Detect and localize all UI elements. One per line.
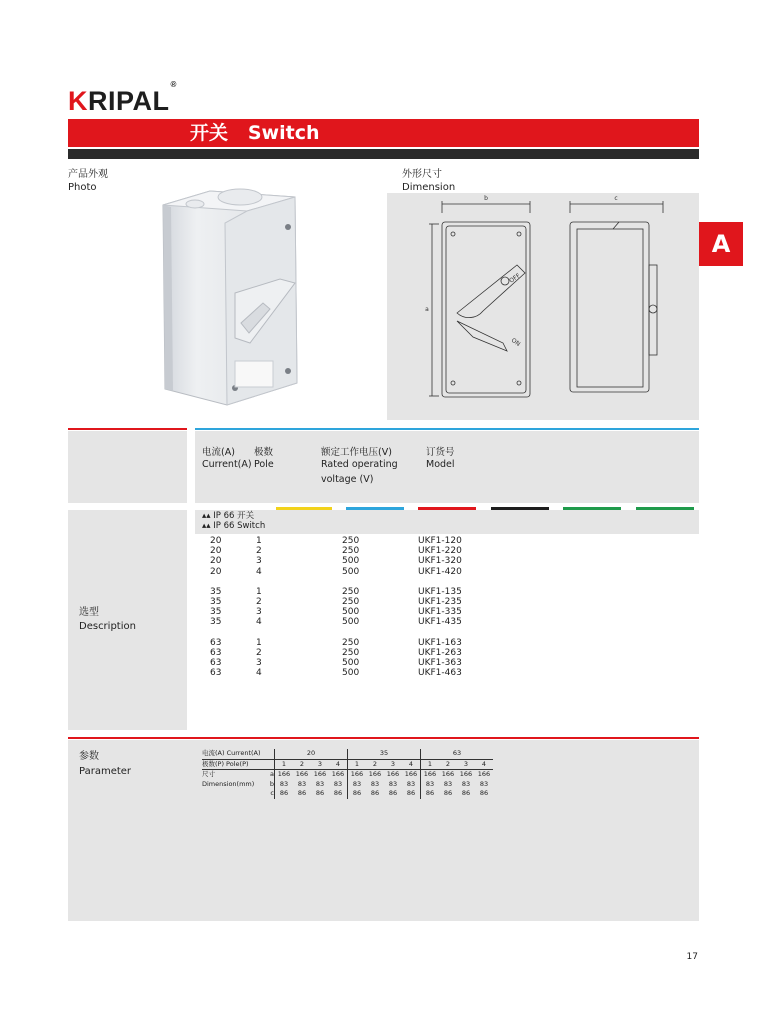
table-row: 35 3 500 UKF1-335 xyxy=(210,607,462,618)
dim-label-cn: 尺寸 xyxy=(202,770,215,778)
table-row: 20 4 500 UKF1-420 xyxy=(210,566,462,577)
col-voltage-header xyxy=(321,447,398,486)
desc-blue-line xyxy=(195,428,699,430)
title-underbar xyxy=(68,149,699,159)
description-label-en: Description xyxy=(79,621,136,632)
table-row: 63 2 250 UKF1-263 xyxy=(210,647,462,658)
dim-a-label: a xyxy=(425,306,429,313)
dimension-label xyxy=(402,168,455,194)
col-voltage-en: Rated operating xyxy=(321,459,398,470)
product-photo xyxy=(155,183,305,413)
col-pole-en: Pole xyxy=(254,459,274,470)
table-row xyxy=(202,749,493,759)
table-row: 35 1 250 UKF1-135 xyxy=(210,586,462,597)
model-list xyxy=(210,536,510,678)
page-title xyxy=(190,120,320,146)
current-35: 35 xyxy=(348,749,421,759)
table-row: 极数(P) Pole(P) 1 2 3 4 1 2 3 4 1 2 3 4 xyxy=(202,759,493,770)
table-row: 20 3 500 UKF1-320 xyxy=(210,556,462,567)
title-cn: 开关 xyxy=(190,122,229,144)
table-row: c 86 86 86 86 86 86 86 86 86 86 86 86 xyxy=(270,789,489,797)
table-row: 63 3 500 UKF1-363 xyxy=(210,657,462,668)
logo-letter: K xyxy=(68,86,88,116)
col-current-cn: 电流(A) xyxy=(202,447,235,458)
dim-c-label: c xyxy=(614,195,618,202)
desc-red-line xyxy=(68,428,187,430)
table-row: 63 1 250 UKF1-163 xyxy=(210,637,462,648)
dim-label-en: Dimension(mm) xyxy=(202,779,255,788)
bullet-icon: ▴▴ xyxy=(202,521,211,531)
row-pole-label: 极数(P) Pole(P) xyxy=(202,759,249,768)
group-label-cn: ▴▴ IP 66 开关 xyxy=(202,511,255,521)
col-voltage-cn: 额定工作电压(V) xyxy=(321,447,392,458)
table-row: 35 4 500 UKF1-435 xyxy=(210,617,462,628)
title-en: Switch xyxy=(247,122,320,144)
col-voltage-en2: voltage (V) xyxy=(321,474,374,485)
dimension-label-cn: 外形尺寸 xyxy=(402,169,442,180)
col-model-en: Model xyxy=(426,459,455,470)
page-number: 17 xyxy=(686,952,698,962)
photo-label-en: Photo xyxy=(68,182,97,193)
section-tab[interactable]: A xyxy=(699,222,743,266)
description-label-cn: 选型 xyxy=(79,607,99,618)
table-row: 20 1 250 UKF1-120 xyxy=(210,536,462,546)
group-label xyxy=(202,511,265,531)
description-label xyxy=(79,606,136,633)
col-current-en: Current(A) xyxy=(202,459,252,470)
col-pole-cn: 极数 xyxy=(254,447,274,458)
parameter-label-cn: 参数 xyxy=(79,751,99,762)
param-red-line xyxy=(68,737,699,739)
parameter-label-en: Parameter xyxy=(79,766,132,777)
brand-logo xyxy=(68,80,177,117)
dimension-label-en: Dimension xyxy=(402,182,456,193)
parameter-label xyxy=(79,750,131,778)
table-row: 35 2 250 UKF1-235 xyxy=(210,596,462,607)
parameter-table xyxy=(202,749,493,799)
table-row: Dimension(mm) b 83 83 83 83 83 83 83 83 83 83 83 83 xyxy=(202,779,489,788)
dimension-drawing xyxy=(387,193,699,420)
desc-left-header-cell xyxy=(68,431,187,503)
registered-mark: ® xyxy=(170,80,177,89)
col-model-header xyxy=(426,447,455,471)
logo-text: RIPAL xyxy=(88,86,170,116)
bullet-icon: ▴▴ xyxy=(202,511,211,521)
col-model-cn: 订货号 xyxy=(426,447,455,458)
table-row: 63 4 500 UKF1-463 xyxy=(210,668,462,679)
photo-label xyxy=(68,168,108,194)
off-label: OFF xyxy=(508,272,522,285)
group-header xyxy=(195,510,699,534)
on-label: ON xyxy=(509,336,522,348)
dim-b-label: b xyxy=(484,195,488,202)
table-row: 20 2 250 UKF1-220 xyxy=(210,546,462,557)
col-pole-header xyxy=(254,447,274,471)
group-label-en: ▴▴ IP 66 Switch xyxy=(202,521,266,531)
current-63: 63 xyxy=(421,749,494,759)
col-current-header xyxy=(202,447,252,471)
current-20: 20 xyxy=(275,749,348,759)
title-bar xyxy=(68,119,699,147)
table-row: 尺寸 a 166 166 166 166 166 166 166 166 166 166 166 166 xyxy=(202,770,491,778)
row-current-label: 电流(A) Current(A) xyxy=(202,749,261,757)
photo-label-cn: 产品外观 xyxy=(68,169,108,180)
